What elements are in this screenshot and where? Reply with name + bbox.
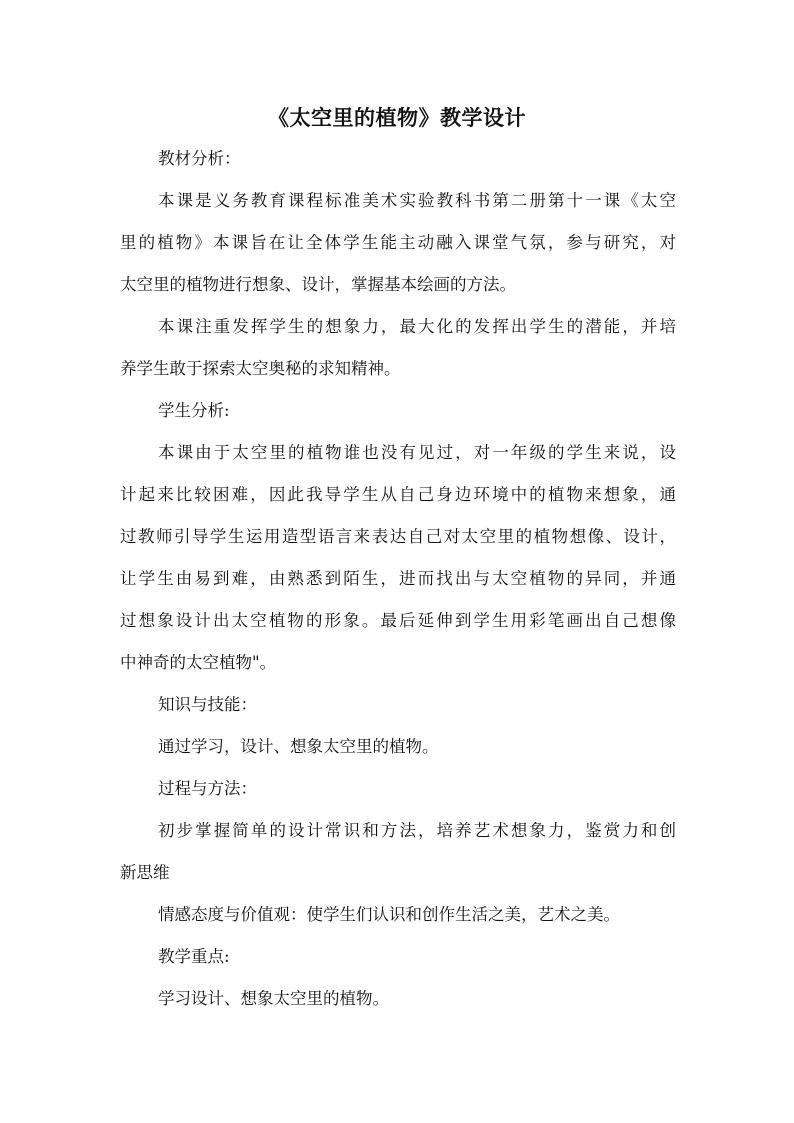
paragraph-line: 中神奇的太空植物"。 <box>120 653 277 672</box>
paragraph-line: 过想象设计出太空植物的形象。最后延伸到学生用彩笔画出自己想像 <box>120 611 676 630</box>
paragraph-line: 太空里的植物进行想象、设计，掌握基本绘画的方法。 <box>120 275 516 294</box>
paragraph-line: 过教师引导学生运用造型语言来表达自己对太空里的植物想像、设计， <box>120 527 676 546</box>
paragraph-line: 里的植物》本课旨在让全体学生能主动融入课堂气氛，参与研究，对 <box>120 233 676 252</box>
section-heading-process-methods: 过程与方法： <box>158 779 257 798</box>
section-heading-textbook-analysis: 教材分析： <box>158 149 241 168</box>
paragraph-line: 本课是义务教育课程标准美术实验教科书第二册第十一课《太空 <box>158 191 676 210</box>
section-heading-student-analysis: 学生分析: <box>158 401 230 420</box>
paragraph-line: 学习设计、想象太空里的植物。 <box>158 989 389 1008</box>
paragraph-line: 新思维 <box>120 863 170 882</box>
section-heading-teaching-focus: 教学重点: <box>158 947 230 966</box>
document-title: 《太空里的植物》教学设计 <box>268 105 526 130</box>
paragraph-line: 养学生敢于探索太空奥秘的求知精神。 <box>120 359 401 378</box>
paragraph-line: 初步掌握简单的设计常识和方法，培养艺术想象力，鉴赏力和创 <box>158 821 676 840</box>
paragraph-line: 本课注重发挥学生的想象力，最大化的发挥出学生的潜能，并培 <box>158 317 676 336</box>
paragraph-emotion-values: 情感态度与价值观：使学生们认识和创作生活之美，艺术之美。 <box>158 905 620 924</box>
paragraph-line: 本课由于太空里的植物谁也没有见过，对一年级的学生来说，设 <box>158 443 676 462</box>
paragraph-line: 通过学习，设计、想象太空里的植物。 <box>158 737 439 756</box>
paragraph-line: 让学生由易到难，由熟悉到陌生，进而找出与太空植物的异同，并通 <box>120 569 676 588</box>
paragraph-line: 计起来比较困难，因此我导学生从自己身边环境中的植物来想象，通 <box>120 485 676 504</box>
section-heading-knowledge-skills: 知识与技能： <box>158 695 257 714</box>
